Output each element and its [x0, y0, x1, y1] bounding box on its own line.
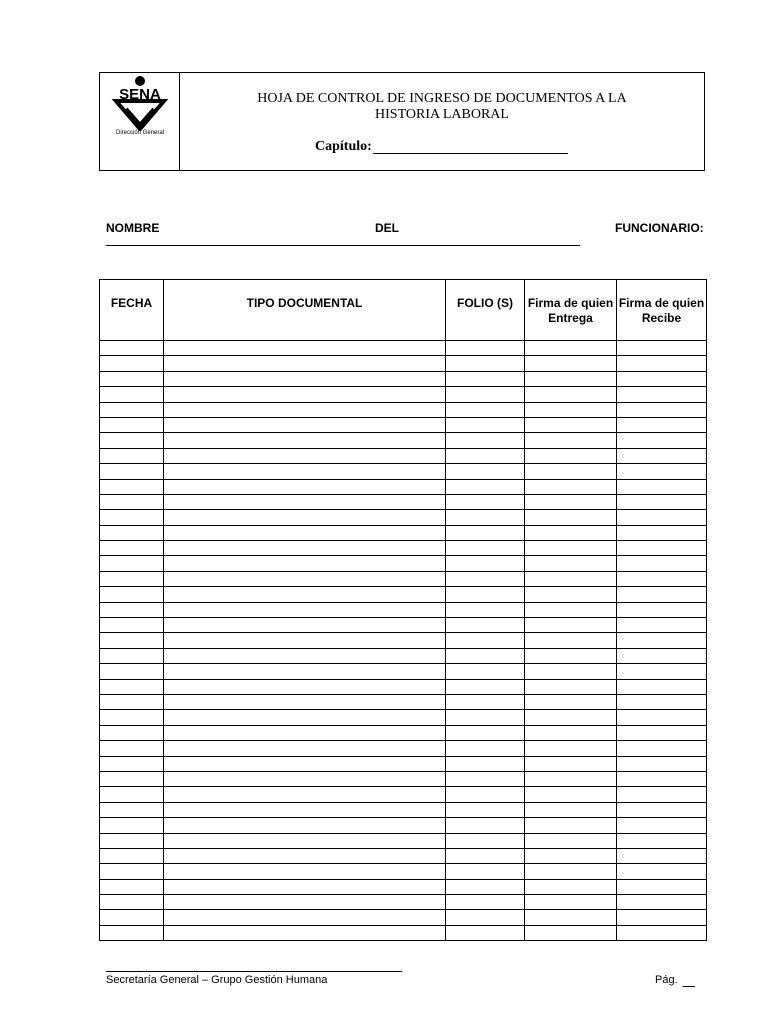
- table-cell[interactable]: [446, 571, 525, 586]
- table-cell[interactable]: [617, 648, 707, 663]
- table-cell[interactable]: [617, 833, 707, 848]
- funcionario-label: FUNCIONARIO:: [615, 221, 704, 235]
- table-row: [100, 879, 707, 894]
- logo-subtitle: Dirección General: [115, 130, 165, 136]
- table-cell[interactable]: [617, 802, 707, 817]
- table-cell[interactable]: [525, 756, 617, 771]
- table-cell[interactable]: [164, 864, 446, 879]
- table-row: [100, 679, 707, 694]
- table-row: [100, 802, 707, 817]
- table-cell[interactable]: [100, 879, 164, 894]
- table-cell[interactable]: [617, 571, 707, 586]
- table-cell[interactable]: [100, 664, 164, 679]
- table-cell[interactable]: [617, 587, 707, 602]
- table-cell[interactable]: [446, 633, 525, 648]
- table-cell[interactable]: [164, 371, 446, 386]
- table-cell[interactable]: [525, 741, 617, 756]
- table-cell[interactable]: [525, 833, 617, 848]
- table-cell[interactable]: [525, 494, 617, 509]
- table-cell[interactable]: [164, 571, 446, 586]
- nombre-field[interactable]: [106, 245, 580, 246]
- header-box: [99, 72, 705, 171]
- table-cell[interactable]: [525, 341, 617, 356]
- table-cell[interactable]: [164, 387, 446, 402]
- table-cell[interactable]: [617, 787, 707, 802]
- table-cell[interactable]: [446, 694, 525, 709]
- table-cell[interactable]: [164, 618, 446, 633]
- table-cell[interactable]: [617, 910, 707, 925]
- table-cell[interactable]: [525, 510, 617, 525]
- table-cell[interactable]: [100, 541, 164, 556]
- table-cell[interactable]: [446, 664, 525, 679]
- table-row: [100, 510, 707, 525]
- table-cell[interactable]: [446, 387, 525, 402]
- table-cell[interactable]: [446, 648, 525, 663]
- table-cell[interactable]: [446, 864, 525, 879]
- table-cell[interactable]: [446, 787, 525, 802]
- table-cell[interactable]: [100, 725, 164, 740]
- table-cell[interactable]: [525, 387, 617, 402]
- table-cell[interactable]: [446, 618, 525, 633]
- table-row: [100, 417, 707, 432]
- table-cell[interactable]: [525, 417, 617, 432]
- table-row: [100, 664, 707, 679]
- table-cell[interactable]: [164, 725, 446, 740]
- table-cell[interactable]: [446, 925, 525, 940]
- table-cell[interactable]: [446, 510, 525, 525]
- table-cell[interactable]: [100, 910, 164, 925]
- table-cell[interactable]: [446, 479, 525, 494]
- table-row: [100, 618, 707, 633]
- table-cell[interactable]: [446, 756, 525, 771]
- table-cell[interactable]: [164, 525, 446, 540]
- table-cell[interactable]: [525, 402, 617, 417]
- table-cell[interactable]: [100, 417, 164, 432]
- table-cell[interactable]: [100, 387, 164, 402]
- table-cell[interactable]: [617, 356, 707, 371]
- table-cell[interactable]: [525, 541, 617, 556]
- table-row: [100, 756, 707, 771]
- table-row: [100, 648, 707, 663]
- table-cell[interactable]: [100, 510, 164, 525]
- del-label: DEL: [375, 221, 399, 235]
- table-cell[interactable]: [100, 587, 164, 602]
- table-cell[interactable]: [164, 741, 446, 756]
- table-cell[interactable]: [446, 879, 525, 894]
- table-cell[interactable]: [446, 725, 525, 740]
- table-cell[interactable]: [617, 433, 707, 448]
- table-cell[interactable]: [100, 741, 164, 756]
- table-cell[interactable]: [525, 633, 617, 648]
- table-cell[interactable]: [100, 571, 164, 586]
- table-cell[interactable]: [617, 541, 707, 556]
- title-line-1: HOJA DE CONTROL DE INGRESO DE DOCUMENTOS A LA: [257, 91, 627, 106]
- table-cell[interactable]: [617, 371, 707, 386]
- table-cell[interactable]: [446, 771, 525, 786]
- table-cell[interactable]: [525, 571, 617, 586]
- table-cell[interactable]: [100, 787, 164, 802]
- table-cell[interactable]: [446, 818, 525, 833]
- table-cell[interactable]: [446, 833, 525, 848]
- table-row: [100, 433, 707, 448]
- table-cell[interactable]: [617, 479, 707, 494]
- table-header-row: [100, 280, 707, 341]
- table-cell[interactable]: [164, 541, 446, 556]
- table-cell[interactable]: [525, 602, 617, 617]
- table-cell[interactable]: [164, 925, 446, 940]
- table-cell[interactable]: [617, 417, 707, 432]
- table-cell[interactable]: [164, 402, 446, 417]
- table-cell[interactable]: [100, 818, 164, 833]
- table-cell[interactable]: [525, 879, 617, 894]
- table-cell[interactable]: [164, 494, 446, 509]
- table-row: [100, 525, 707, 540]
- capitulo-field[interactable]: [373, 153, 568, 154]
- table-cell[interactable]: [617, 387, 707, 402]
- table-row: [100, 833, 707, 848]
- table-row: [100, 787, 707, 802]
- table-row: [100, 479, 707, 494]
- table-row: [100, 571, 707, 586]
- table-cell[interactable]: [446, 679, 525, 694]
- table-row: [100, 602, 707, 617]
- table-cell[interactable]: [525, 818, 617, 833]
- table-cell[interactable]: [617, 633, 707, 648]
- column-header-firma-entrega: Firma de quien Entrega: [525, 280, 617, 341]
- table-cell[interactable]: [525, 895, 617, 910]
- table-cell[interactable]: [446, 848, 525, 863]
- table-cell[interactable]: [617, 448, 707, 463]
- table-cell[interactable]: [446, 433, 525, 448]
- table-row: [100, 556, 707, 571]
- table-row: [100, 818, 707, 833]
- table-cell[interactable]: [617, 925, 707, 940]
- table-cell[interactable]: [525, 679, 617, 694]
- table-cell[interactable]: [617, 664, 707, 679]
- table-cell[interactable]: [164, 802, 446, 817]
- table-cell[interactable]: [525, 479, 617, 494]
- table-cell[interactable]: [164, 648, 446, 663]
- table-cell[interactable]: [164, 433, 446, 448]
- table-cell[interactable]: [525, 356, 617, 371]
- table-cell[interactable]: [617, 848, 707, 863]
- table-cell[interactable]: [100, 525, 164, 540]
- table-cell[interactable]: [525, 448, 617, 463]
- column-header-tipo-documental: TIPO DOCUMENTAL: [164, 280, 446, 341]
- table-row: [100, 402, 707, 417]
- table-row: [100, 587, 707, 602]
- table-cell[interactable]: [446, 402, 525, 417]
- table-cell[interactable]: [617, 879, 707, 894]
- table-cell[interactable]: [100, 679, 164, 694]
- nombre-label: NOMBRE: [106, 221, 160, 235]
- table-cell[interactable]: [100, 356, 164, 371]
- table-row: [100, 371, 707, 386]
- table-cell[interactable]: [525, 525, 617, 540]
- table-body: [100, 341, 707, 941]
- table-row: [100, 725, 707, 740]
- table-cell[interactable]: [446, 494, 525, 509]
- table-row: [100, 633, 707, 648]
- table-cell[interactable]: [617, 710, 707, 725]
- document-log-table: [99, 279, 707, 941]
- table-cell[interactable]: [525, 802, 617, 817]
- table-cell[interactable]: [164, 633, 446, 648]
- table-cell[interactable]: [525, 664, 617, 679]
- table-cell[interactable]: [446, 371, 525, 386]
- table-cell[interactable]: [164, 679, 446, 694]
- table-cell[interactable]: [100, 341, 164, 356]
- table-row: [100, 387, 707, 402]
- table-cell[interactable]: [617, 679, 707, 694]
- table-cell[interactable]: [525, 925, 617, 940]
- table-row: [100, 895, 707, 910]
- table-cell[interactable]: [525, 371, 617, 386]
- table-cell[interactable]: [100, 895, 164, 910]
- table-row: [100, 694, 707, 709]
- table-cell[interactable]: [100, 494, 164, 509]
- table-cell[interactable]: [525, 848, 617, 863]
- table-cell[interactable]: [100, 848, 164, 863]
- table-cell[interactable]: [617, 464, 707, 479]
- table-row: [100, 925, 707, 940]
- table-cell[interactable]: [446, 602, 525, 617]
- table-cell[interactable]: [617, 341, 707, 356]
- table-cell[interactable]: [100, 710, 164, 725]
- table-cell[interactable]: [446, 802, 525, 817]
- table-row: [100, 541, 707, 556]
- table-cell[interactable]: [446, 910, 525, 925]
- column-header-fecha: FECHA: [100, 280, 164, 341]
- title-line-2: HISTORIA LABORAL: [375, 107, 509, 122]
- sena-logo-icon: [106, 75, 174, 131]
- column-header-folios: FOLIO (S): [446, 280, 525, 341]
- table-cell[interactable]: [617, 771, 707, 786]
- table-row: [100, 494, 707, 509]
- table-cell[interactable]: [446, 587, 525, 602]
- table-cell[interactable]: [446, 541, 525, 556]
- table-cell[interactable]: [164, 771, 446, 786]
- table-cell[interactable]: [525, 433, 617, 448]
- table-cell[interactable]: [100, 864, 164, 879]
- table-cell[interactable]: [617, 725, 707, 740]
- table-cell[interactable]: [525, 587, 617, 602]
- capitulo-label: Capítulo:: [315, 139, 372, 154]
- table-cell[interactable]: [446, 464, 525, 479]
- table-cell[interactable]: [100, 433, 164, 448]
- table-row: [100, 864, 707, 879]
- table-cell[interactable]: [164, 341, 446, 356]
- table-cell[interactable]: [100, 448, 164, 463]
- table-row: [100, 448, 707, 463]
- table-cell[interactable]: [164, 464, 446, 479]
- table-cell[interactable]: [100, 648, 164, 663]
- table-cell[interactable]: [446, 356, 525, 371]
- page-number-field[interactable]: [683, 986, 695, 987]
- table-cell[interactable]: [100, 618, 164, 633]
- table-cell[interactable]: [617, 895, 707, 910]
- table-cell[interactable]: [164, 833, 446, 848]
- table-cell[interactable]: [617, 756, 707, 771]
- table-cell[interactable]: [100, 556, 164, 571]
- table-cell[interactable]: [525, 725, 617, 740]
- column-header-firma-recibe: Firma de quien Recibe: [617, 280, 707, 341]
- table-row: [100, 710, 707, 725]
- table-cell[interactable]: [617, 402, 707, 417]
- table-cell[interactable]: [617, 694, 707, 709]
- table-cell[interactable]: [617, 741, 707, 756]
- table-cell[interactable]: [525, 787, 617, 802]
- table-cell[interactable]: [617, 618, 707, 633]
- table-cell[interactable]: [100, 479, 164, 494]
- table-cell[interactable]: [525, 710, 617, 725]
- table-cell[interactable]: [617, 525, 707, 540]
- table-cell[interactable]: [525, 556, 617, 571]
- logo-text: SENA: [119, 86, 161, 103]
- title-cell: [180, 73, 704, 170]
- table-cell[interactable]: [617, 494, 707, 509]
- table-cell[interactable]: [164, 848, 446, 863]
- table-cell[interactable]: [164, 879, 446, 894]
- table-cell[interactable]: [100, 402, 164, 417]
- table-cell[interactable]: [617, 556, 707, 571]
- table-cell[interactable]: [100, 756, 164, 771]
- table-cell[interactable]: [525, 771, 617, 786]
- table-cell[interactable]: [164, 510, 446, 525]
- table-cell[interactable]: [164, 356, 446, 371]
- table-cell[interactable]: [100, 602, 164, 617]
- table-cell[interactable]: [164, 818, 446, 833]
- table-cell[interactable]: [164, 895, 446, 910]
- table-cell[interactable]: [100, 633, 164, 648]
- table-cell[interactable]: [525, 464, 617, 479]
- table-cell[interactable]: [164, 710, 446, 725]
- table-cell[interactable]: [100, 694, 164, 709]
- table-cell[interactable]: [164, 756, 446, 771]
- footer-rule: [106, 971, 402, 972]
- table-row: [100, 341, 707, 356]
- table-row: [100, 848, 707, 863]
- table-cell[interactable]: [100, 771, 164, 786]
- table-cell[interactable]: [164, 448, 446, 463]
- table-cell[interactable]: [164, 417, 446, 432]
- table-cell[interactable]: [164, 694, 446, 709]
- table-cell[interactable]: [164, 587, 446, 602]
- table-row: [100, 356, 707, 371]
- table-cell[interactable]: [446, 741, 525, 756]
- footer-text: Secretaría General – Grupo Gestión Humana: [106, 974, 328, 986]
- table-cell[interactable]: [525, 618, 617, 633]
- table-cell[interactable]: [100, 925, 164, 940]
- table-cell[interactable]: [100, 833, 164, 848]
- table-cell[interactable]: [525, 694, 617, 709]
- table-cell[interactable]: [446, 448, 525, 463]
- table-cell[interactable]: [100, 371, 164, 386]
- table-cell[interactable]: [164, 479, 446, 494]
- table-cell[interactable]: [164, 602, 446, 617]
- table-cell[interactable]: [446, 710, 525, 725]
- document-title: [180, 91, 704, 123]
- table-cell[interactable]: [100, 802, 164, 817]
- table-cell[interactable]: [164, 787, 446, 802]
- table-cell[interactable]: [525, 648, 617, 663]
- table-cell[interactable]: [446, 525, 525, 540]
- table-cell[interactable]: [525, 864, 617, 879]
- table-cell[interactable]: [617, 510, 707, 525]
- page-label: Pág.: [655, 974, 678, 986]
- table-row: [100, 910, 707, 925]
- table-cell[interactable]: [446, 417, 525, 432]
- table-cell[interactable]: [446, 895, 525, 910]
- table-cell[interactable]: [446, 341, 525, 356]
- table-cell[interactable]: [100, 464, 164, 479]
- table-cell[interactable]: [164, 910, 446, 925]
- table-cell[interactable]: [446, 556, 525, 571]
- table-cell[interactable]: [525, 910, 617, 925]
- logo-cell: [100, 73, 180, 170]
- table-cell[interactable]: [164, 556, 446, 571]
- table-cell[interactable]: [617, 818, 707, 833]
- table-row: [100, 741, 707, 756]
- table-cell[interactable]: [617, 602, 707, 617]
- table-cell[interactable]: [164, 664, 446, 679]
- table-cell[interactable]: [617, 864, 707, 879]
- table-row: [100, 464, 707, 479]
- table-row: [100, 771, 707, 786]
